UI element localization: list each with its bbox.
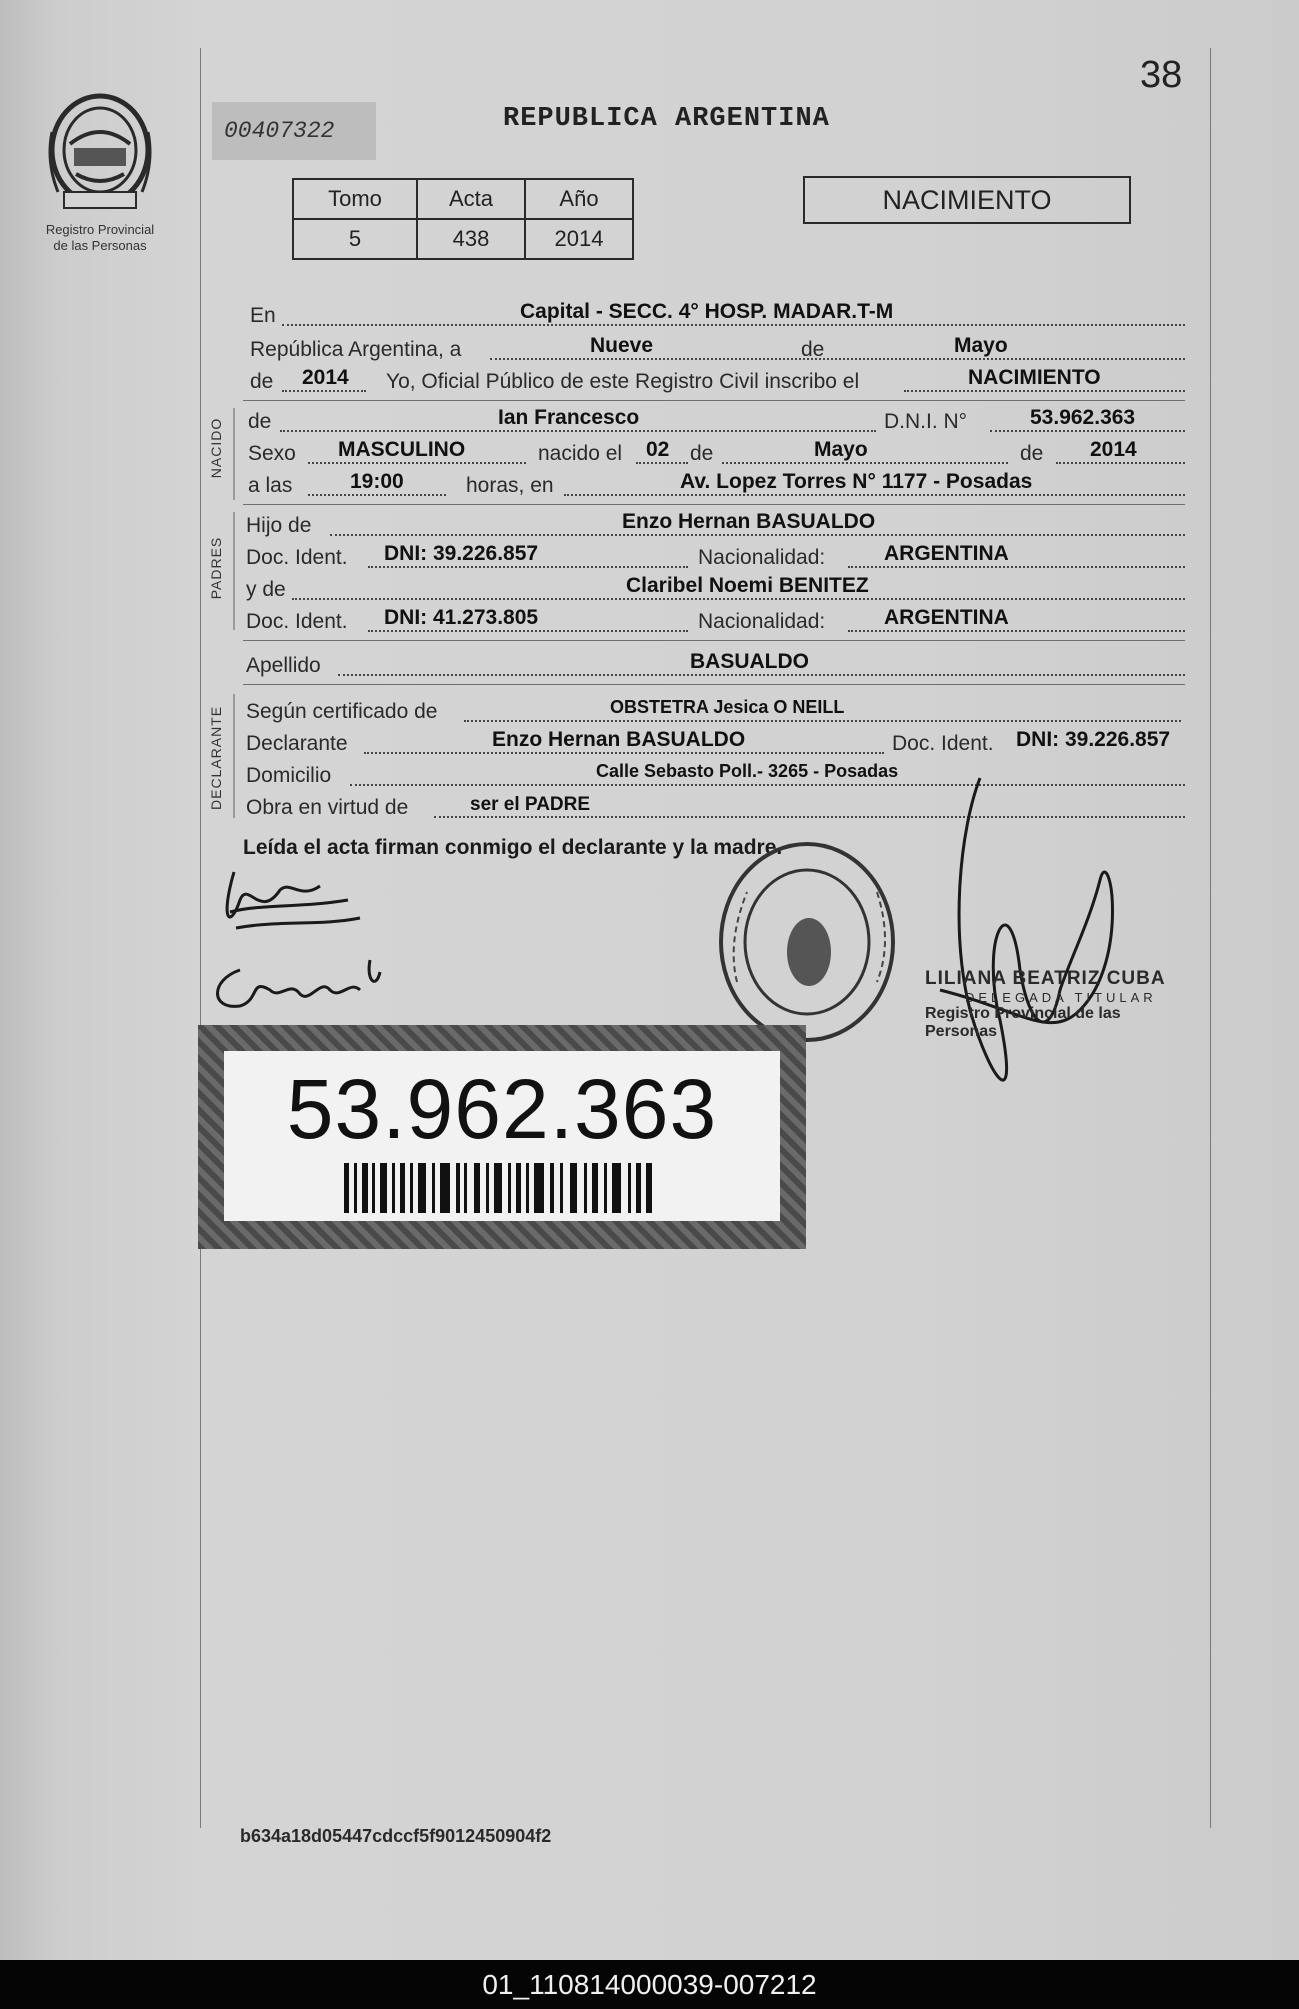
nacido-de-label: de [248,410,272,433]
sexo-value: MASCULINO [338,438,466,461]
row-apellido [246,650,1185,682]
row-name [246,406,1185,438]
row-en [246,300,1185,332]
padres-label: PADRES [208,536,224,600]
day-value: Nueve [590,334,654,357]
republica-label: República Argentina, a [250,338,462,361]
nacido-el-label: nacido el [538,442,623,465]
serial-number: 00407322 [212,102,376,160]
birth-year: 2014 [1090,438,1137,461]
document-title: REPUBLICA ARGENTINA [503,104,830,134]
father-doc-label: Doc. Ident. [246,546,348,569]
registry-caption-line2: de las Personas [53,238,147,253]
obra-value: ser el PADRE [470,794,591,815]
oficial-text: Yo, Oficial Público de este Registro Civil inscribo el [386,370,860,393]
official-role: DELEGADA TITULAR [965,990,1157,1005]
cert-label: Según certificado de [246,700,438,723]
declarant-signatures-icon [200,860,400,1020]
declarante-label: DECLARANTE [208,705,224,810]
official-name: LILIANA BEATRIZ CUBA [925,968,1166,989]
mother-doc: DNI: 41.273.805 [384,606,539,629]
official-org: Registro Provincial de las Personas [925,1005,1121,1040]
decl-doc-value: DNI: 39.226.857 [1016,728,1171,751]
page-number: 38 [1140,54,1183,96]
dni-label-number: 53.962.363 [286,1062,718,1156]
right-margin-line [1210,48,1211,1828]
horas-label: horas, en [466,474,554,497]
father-doc: DNI: 39.226.857 [384,542,539,565]
declarante-bracket [233,694,235,818]
dom-value: Calle Sebasto Poll.- 3265 - Posadas [596,761,899,781]
padres-bracket [233,512,235,630]
decl-value: Enzo Hernan BASUALDO [492,728,746,751]
footer-file-id: 01_110814000039-007212 [0,1960,1299,2009]
event-value: NACIMIENTO [968,366,1101,389]
record-table [292,178,634,260]
en-value: Capital - SECC. 4° HOSP. MADAR.T-M [520,300,894,323]
row-father-doc [246,542,1185,574]
nacido-bracket [233,408,235,500]
row-father [246,510,1185,542]
closing-statement: Leída el acta firman conmigo el declarante y la madre. [243,836,783,859]
father-nationality: ARGENTINA [884,542,1009,565]
barcode-icon [344,1163,654,1213]
dni-label-inner [224,1051,780,1221]
row-sexo [246,438,1185,470]
row-declarante [246,728,1185,760]
father-name: Enzo Hernan BASUALDO [622,510,876,533]
row-hora [246,470,1185,502]
anio-header: Año [525,179,633,219]
birth-de-label: de [690,442,714,465]
nacido-label: NACIDO [208,417,224,479]
anio-value: 2014 [525,219,633,259]
cert-value: OBSTETRA Jesica O NEILL [610,697,845,717]
child-dni: 53.962.363 [1030,406,1136,429]
child-name: Ian Francesco [498,406,640,429]
mother-nat-label: Nacionalidad: [698,610,826,633]
dni-label-sticker [198,1025,806,1249]
hijo-de-label: Hijo de [246,514,312,537]
divider-1 [243,400,1185,401]
mother-nationality: ARGENTINA [884,606,1009,629]
father-nat-label: Nacionalidad: [698,546,826,569]
year-value: 2014 [302,366,349,389]
provincia-misiones-seal-icon [44,92,156,222]
en-label: En [250,304,276,327]
row-oficial [246,366,1185,398]
row-mother-doc [246,606,1185,638]
y-de-label: y de [246,578,286,601]
decl-label: Declarante [246,732,348,755]
registry-logo [40,92,160,254]
divider-3 [243,640,1185,641]
acta-header: Acta [417,179,525,219]
divider-2 [243,504,1185,505]
row-republica [246,334,1185,366]
mother-name: Claribel Noemi BENITEZ [626,574,869,597]
month-value: Mayo [954,334,1008,357]
registry-caption-line1: Registro Provincial [45,222,155,237]
row-mother [246,574,1185,606]
birth-time: 19:00 [350,470,404,493]
official-signature-icon [900,770,1130,1140]
dom-label: Domicilio [246,764,332,787]
mother-doc-label: Doc. Ident. [246,610,348,633]
sexo-label: Sexo [248,442,296,465]
birth-day: 02 [646,438,670,461]
birth-month: Mayo [814,438,868,461]
decl-doc-label: Doc. Ident. [892,732,994,755]
document-hash: b634a18d05447cdccf5f9012450904f2 [240,1826,552,1846]
de-label: de [801,338,825,361]
obra-label: Obra en virtud de [246,796,409,819]
divider-4 [243,684,1185,685]
apellido-label: Apellido [246,654,321,677]
dni-label: D.N.I. N° [884,410,968,433]
document-type-box: NACIMIENTO [803,176,1131,224]
de-label-2: de [250,370,274,393]
birth-place: Av. Lopez Torres N° 1177 - Posadas [680,470,1033,493]
a-las-label: a las [248,474,293,497]
row-certificado [246,696,1185,728]
official-block [925,968,1195,1041]
tomo-header: Tomo [293,179,417,219]
acta-value: 438 [417,219,525,259]
tomo-value: 5 [293,219,417,259]
birth-de-label-2: de [1020,442,1044,465]
apellido-value: BASUALDO [690,650,809,673]
